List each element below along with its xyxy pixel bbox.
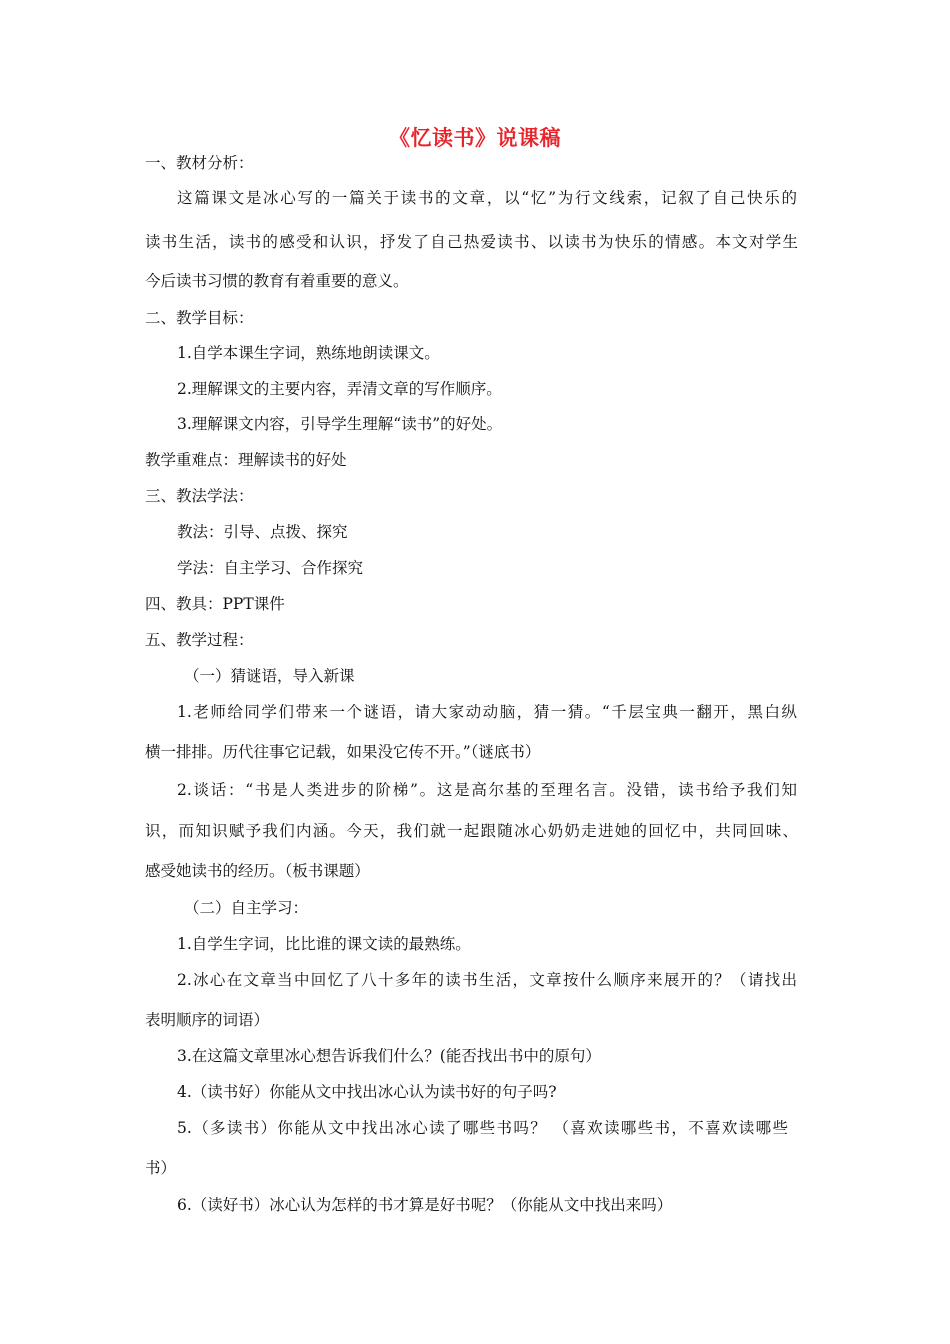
paragraph-line: 横一排排。历代往事它记载，如果没它传不开。”（谜底书）	[145, 743, 541, 761]
section-heading: 二、教学目标：	[145, 309, 254, 327]
list-item: 2.冰心在文章当中回忆了八十多年的读书生活，文章按什么顺序来展开的？（请找出	[177, 971, 797, 989]
list-item: 3.理解课文内容，引导学生理解“读书”的好处。	[177, 415, 503, 433]
list-item: 4.（读书好）你能从文中找出冰心认为读书好的句子吗?	[177, 1083, 557, 1101]
paragraph-line: 这篇课文是冰心写的一篇关于读书的文章，以“忆”为行文线索，记叙了自己快乐的	[177, 189, 797, 207]
paragraph-line: 识，而知识赋予我们内涵。今天，我们就一起跟随冰心奶奶走进她的回忆中，共同回味、	[145, 822, 798, 840]
paragraph-line: 今后读书习惯的教育有着重要的意义。	[145, 272, 409, 290]
list-item: 2.理解课文的主要内容，弄清文章的写作顺序。	[177, 380, 502, 398]
list-item: 学法：自主学习、合作探究	[177, 559, 364, 577]
list-item: 表明顺序的词语）	[145, 1011, 270, 1029]
document-title: 《忆读书》说课稿	[389, 126, 561, 150]
paragraph-line: 2.谈话：“书是人类进步的阶梯”。这是高尔基的至理名言。没错，读书给予我们知	[177, 781, 797, 799]
section-heading: 一、教材分析：	[145, 154, 254, 172]
paragraph-line: 1.老师给同学们带来一个谜语，请大家动动脑，猜一猜。“千层宝典一翻开，黑白纵	[177, 703, 797, 721]
subsection-heading: （一）猜谜语，导入新课	[184, 667, 355, 685]
list-item: 1.自学生字词，比比谁的课文读的最熟练。	[177, 935, 471, 953]
paragraph-line: 感受她读书的经历。（板书课题）	[145, 862, 370, 880]
key-point: 教学重难点：理解读书的好处	[145, 451, 347, 469]
subsection-heading: （二）自主学习：	[184, 899, 309, 917]
list-item: 3.在这篇文章里冰心想告诉我们什么？(能否找出书中的原句）	[177, 1047, 601, 1065]
section-heading: 五、教学过程：	[145, 631, 254, 649]
list-item: 1.自学本课生字词，熟练地朗读课文。	[177, 344, 440, 362]
section-heading: 三、教法学法：	[145, 487, 254, 505]
list-item: 教法：引导、点拨、探究	[177, 523, 348, 541]
list-item: 5.（多读书）你能从文中找出冰心读了哪些书吗？ （喜欢读哪些书，不喜欢读哪些	[177, 1119, 788, 1137]
list-item: 6.（读好书）冰心认为怎样的书才算是好书呢？（你能从文中找出来吗）	[177, 1196, 673, 1214]
paragraph-line: 读书生活，读书的感受和认识，抒发了自己热爱读书、以读书为快乐的情感。本文对学生	[145, 233, 798, 251]
list-item: 书）	[145, 1159, 177, 1177]
section-heading: 四、教具：PPT课件	[145, 595, 285, 613]
